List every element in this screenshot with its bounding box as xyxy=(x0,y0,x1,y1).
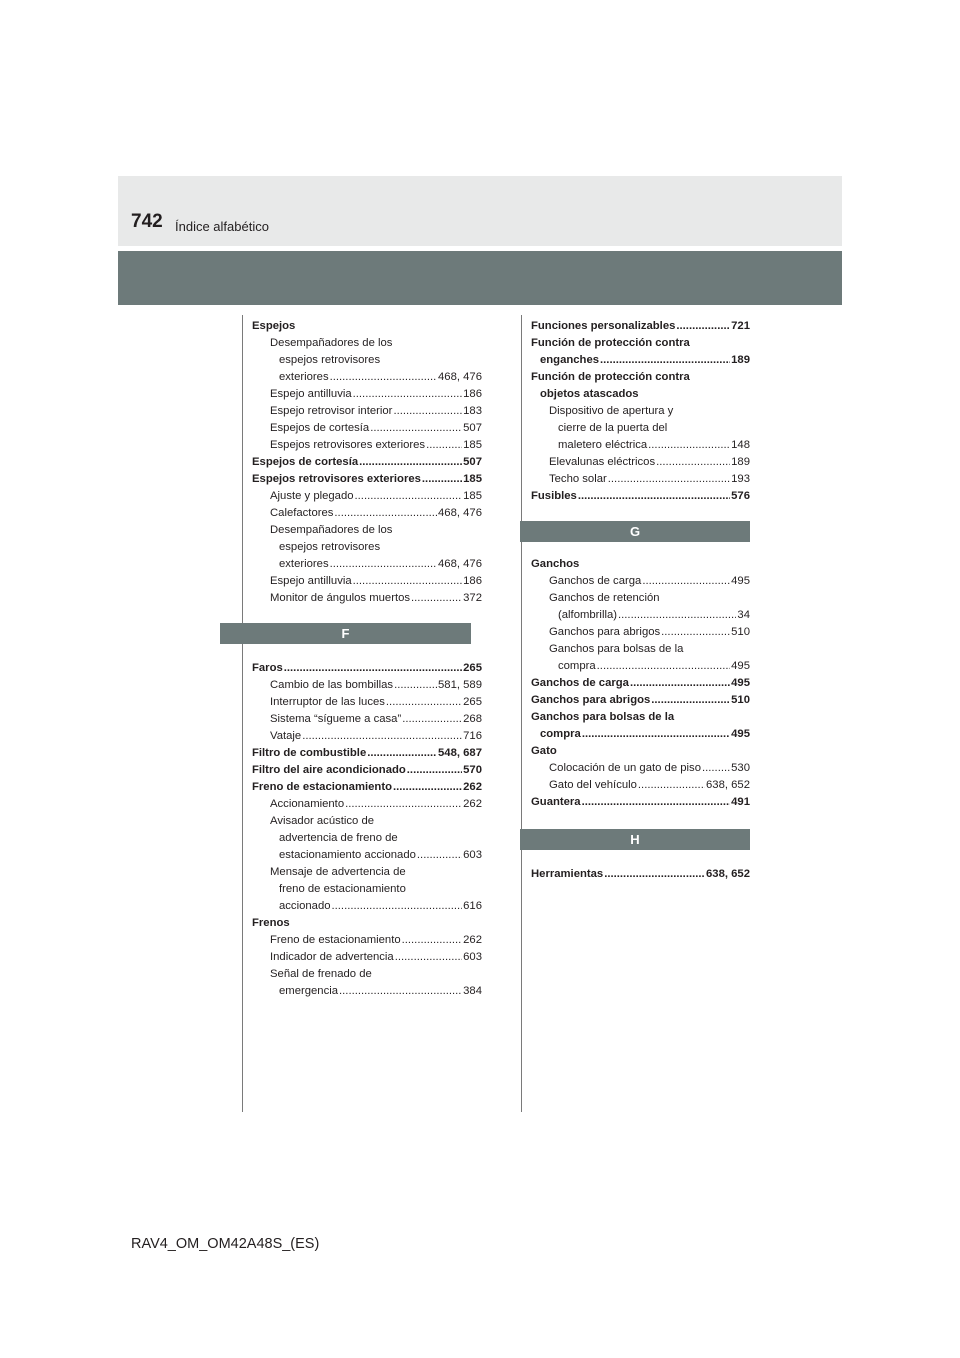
index-entry xyxy=(531,692,750,709)
entry-text: Ajuste y plegado xyxy=(270,490,354,502)
index-entry: Ganchos para bolsas de la xyxy=(531,711,675,723)
entry-page: 581, 589 xyxy=(438,679,482,691)
index-entry xyxy=(252,949,482,966)
index-entry: Señal de frenado de xyxy=(270,968,372,980)
index-entry: Desempañadores de los xyxy=(270,337,393,349)
index-entry xyxy=(252,556,482,573)
index-entry xyxy=(252,471,482,488)
index-entry: espejos retrovisores xyxy=(279,354,381,366)
entry-page: 384 xyxy=(463,985,482,997)
entry-page: 186 xyxy=(463,388,482,400)
entry-text: (alfombrilla) xyxy=(558,609,618,621)
index-entry xyxy=(252,898,482,915)
index-column-left xyxy=(252,318,482,1000)
index-entry: espejos retrovisores xyxy=(279,541,381,553)
entry-page: 262 xyxy=(463,934,482,946)
entry-text: Espejo retrovisor interior xyxy=(270,405,393,417)
entry-page: 186 xyxy=(463,575,482,587)
index-entry xyxy=(252,369,482,386)
entry-page: 530 xyxy=(731,762,750,774)
index-entry xyxy=(252,660,482,677)
entry-text: Ganchos para abrigos xyxy=(549,626,661,638)
index-entry xyxy=(252,437,482,454)
entry-page: 189 xyxy=(731,456,750,468)
entry-text: Espejos de cortesía xyxy=(270,422,370,434)
entry-page: 510 xyxy=(731,626,750,638)
index-entry xyxy=(252,779,482,796)
index-entry xyxy=(531,675,750,692)
index-entry: Gato xyxy=(531,745,557,757)
index-entry xyxy=(252,983,482,1000)
index-entry xyxy=(531,777,750,794)
entry-text: exteriores xyxy=(279,371,329,383)
entry-page: 268 xyxy=(463,713,482,725)
entry-text: Monitor de ángulos muertos xyxy=(270,592,411,604)
entry-text: Guantera xyxy=(531,796,581,808)
index-entry: cierre de la puerta del xyxy=(558,422,668,434)
entry-page: 148 xyxy=(731,439,750,451)
index-entry xyxy=(531,726,750,743)
index-entry xyxy=(531,624,750,641)
index-entry xyxy=(252,847,482,864)
page-title: Índice alfabético xyxy=(175,219,269,234)
entry-text: Ganchos para abrigos xyxy=(531,694,651,706)
entry-page: 616 xyxy=(463,900,482,912)
index-entry: Frenos xyxy=(252,917,290,929)
entry-text: Filtro de combustible xyxy=(252,747,367,759)
index-entry xyxy=(252,762,482,779)
index-entry xyxy=(252,454,482,471)
entry-text: Vataje xyxy=(270,730,302,742)
entry-text: estacionamiento accionado xyxy=(279,849,416,861)
entry-page: 468, 476 xyxy=(438,558,482,570)
entry-text: Cambio de las bombillas xyxy=(270,679,394,691)
entry-text: Gato del vehículo xyxy=(549,779,637,791)
index-entry xyxy=(252,745,482,762)
header-band xyxy=(118,176,842,246)
index-entry xyxy=(531,794,750,811)
entry-page: 495 xyxy=(731,677,750,689)
index-entry xyxy=(531,658,750,675)
index-entry: Desempañadores de los xyxy=(270,524,393,536)
index-entry xyxy=(531,760,750,777)
index-entry: Ganchos para bolsas de la xyxy=(549,643,684,655)
index-column-right xyxy=(531,318,750,883)
entry-text: Espejos de cortesía xyxy=(252,456,359,468)
entry-page: 372 xyxy=(463,592,482,604)
entry-page: 716 xyxy=(463,730,482,742)
index-entry: Dispositivo de apertura y xyxy=(549,405,674,417)
entry-text: Elevalunas eléctricos xyxy=(549,456,656,468)
entry-text: Herramientas xyxy=(531,868,604,880)
index-entry xyxy=(531,573,750,590)
right-column-rule xyxy=(521,315,522,1112)
entry-page: 265 xyxy=(463,696,482,708)
entry-page: 468, 476 xyxy=(438,371,482,383)
entry-page: 262 xyxy=(463,798,482,810)
entry-text: Faros xyxy=(252,662,283,674)
entry-text: Filtro del aire acondicionado xyxy=(252,764,406,776)
index-entry xyxy=(252,728,482,745)
entry-text: Sistema “sígueme a casa” xyxy=(270,713,402,725)
index-entry: Función de protección contra xyxy=(531,371,690,383)
entry-text: Espejos retrovisores exteriores xyxy=(270,439,426,451)
entry-text: Techo solar xyxy=(549,473,607,485)
entry-text: Calefactores xyxy=(270,507,334,519)
index-entry xyxy=(252,932,482,949)
entry-text: Ganchos de carga xyxy=(549,575,642,587)
index-entry: Avisador acústico de xyxy=(270,815,375,827)
entry-page: 185 xyxy=(463,490,482,502)
entry-page: 603 xyxy=(463,951,482,963)
index-entry xyxy=(531,318,750,335)
entry-text: Fusibles xyxy=(531,490,577,502)
entry-page: 265 xyxy=(463,662,482,674)
entry-page: 495 xyxy=(731,660,750,672)
index-entry xyxy=(252,386,482,403)
entry-page: 570 xyxy=(463,764,482,776)
entry-page: 638, 652 xyxy=(706,868,750,880)
entry-text: emergencia xyxy=(279,985,339,997)
index-entry: Mensaje de advertencia de xyxy=(270,866,406,878)
entry-text: Freno de estacionamiento xyxy=(252,781,392,793)
left-column-rule xyxy=(242,315,243,1112)
entry-page: 576 xyxy=(731,490,750,502)
index-entry xyxy=(252,505,482,522)
header-dark-band xyxy=(118,251,842,305)
entry-text: compra xyxy=(558,660,596,672)
entry-text: enganches xyxy=(540,354,600,366)
page-number: 742 xyxy=(131,211,163,232)
entry-text: maletero eléctrica xyxy=(558,439,648,451)
entry-page: 491 xyxy=(731,796,750,808)
index-entry xyxy=(531,866,750,883)
index-entry xyxy=(252,403,482,420)
entry-text: Ganchos de carga xyxy=(531,677,629,689)
index-entry xyxy=(252,573,482,590)
entry-page: 721 xyxy=(731,320,750,332)
entry-page: 507 xyxy=(463,456,482,468)
entry-text: compra xyxy=(540,728,581,740)
index-entry xyxy=(252,677,482,694)
entry-page: 603 xyxy=(463,849,482,861)
entry-page: 468, 476 xyxy=(438,507,482,519)
entry-text: Espejos retrovisores exteriores xyxy=(252,473,421,485)
entry-text: accionado xyxy=(279,900,331,912)
index-entry: Función de protección contra xyxy=(531,337,690,349)
entry-page: 510 xyxy=(731,694,750,706)
index-entry xyxy=(252,711,482,728)
section-header-g: G xyxy=(520,521,750,542)
index-entry: Espejos xyxy=(252,320,296,332)
entry-page: 638, 652 xyxy=(706,779,750,791)
entry-page: 495 xyxy=(731,728,750,740)
index-entry xyxy=(252,488,482,505)
index-entry: advertencia de freno de xyxy=(279,832,398,844)
index-entry: objetos atascados xyxy=(540,388,639,400)
section-header-f: F xyxy=(220,623,471,644)
entry-text: Funciones personalizables xyxy=(531,320,676,332)
index-entry xyxy=(531,454,750,471)
index-entry xyxy=(252,590,482,607)
entry-text: Freno de estacionamiento xyxy=(270,934,401,946)
entry-text: Espejo antilluvia xyxy=(270,575,352,587)
entry-text: Colocación de un gato de piso xyxy=(549,762,701,774)
entry-page: 262 xyxy=(463,781,482,793)
index-entry xyxy=(531,437,750,454)
index-entry xyxy=(531,607,750,624)
section-header-h: H xyxy=(520,829,750,850)
index-entry xyxy=(252,420,482,437)
entry-text: Interruptor de las luces xyxy=(270,696,385,708)
index-entry: Ganchos de retención xyxy=(549,592,660,604)
index-entry xyxy=(252,796,482,813)
index-entry xyxy=(252,694,482,711)
entry-page: 548, 687 xyxy=(438,747,482,759)
entry-page: 189 xyxy=(731,354,750,366)
index-entry xyxy=(531,352,750,369)
entry-page: 185 xyxy=(463,439,482,451)
entry-page: 507 xyxy=(463,422,482,434)
document-code: RAV4_OM_OM42A48S_(ES) xyxy=(131,1236,320,1252)
entry-page: 193 xyxy=(731,473,750,485)
entry-text: Accionamiento xyxy=(270,798,345,810)
index-entry: Ganchos xyxy=(531,558,580,570)
entry-text: Indicador de advertencia xyxy=(270,951,394,963)
entry-page: 495 xyxy=(731,575,750,587)
entry-page: 34 xyxy=(737,609,750,621)
entry-text: Espejo antilluvia xyxy=(270,388,352,400)
entry-text: exteriores xyxy=(279,558,329,570)
index-entry xyxy=(531,471,750,488)
index-entry: freno de estacionamiento xyxy=(279,883,406,895)
entry-page: 185 xyxy=(463,473,482,485)
index-entry xyxy=(531,488,750,505)
entry-page: 183 xyxy=(463,405,482,417)
